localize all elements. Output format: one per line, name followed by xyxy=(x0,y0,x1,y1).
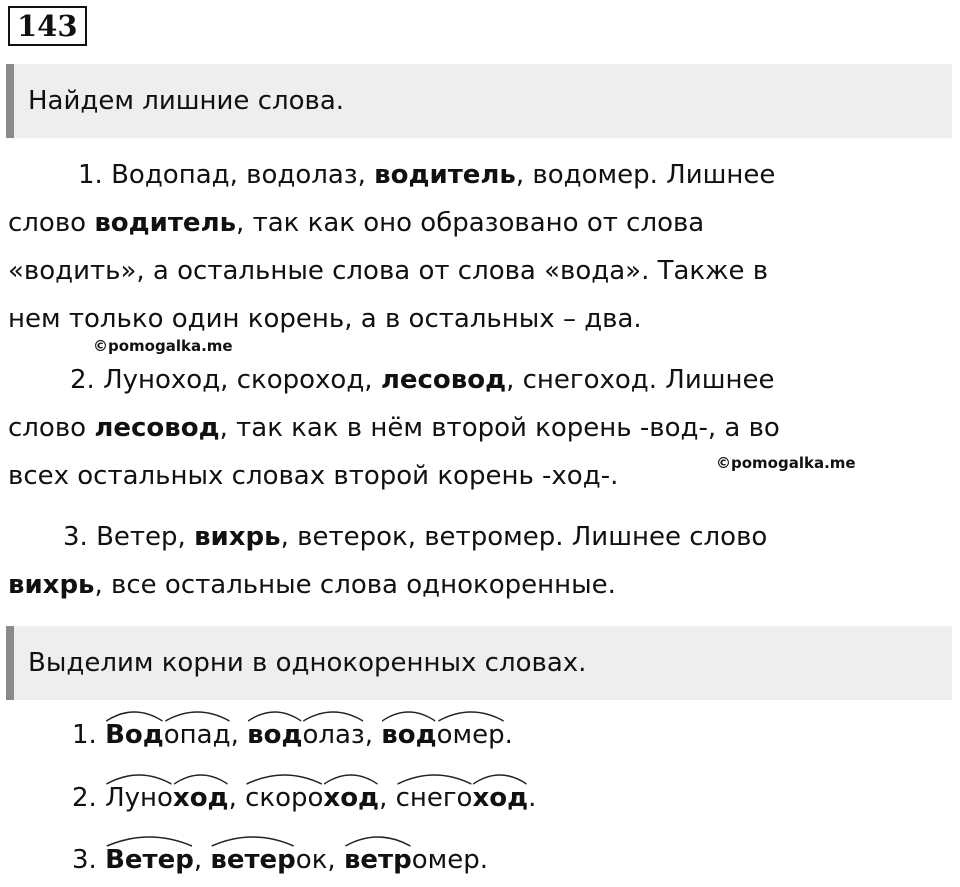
prefix-segment xyxy=(105,783,173,813)
section-heading-roots xyxy=(6,626,952,700)
suffix-segment xyxy=(437,720,505,750)
paragraph-line: нем только один корень, а в остальных – два. xyxy=(8,304,642,334)
root-arc xyxy=(437,706,505,722)
text: , так как в нём второй корень -вод-, а во xyxy=(219,413,780,443)
root-arc xyxy=(105,831,194,847)
root-row-3 xyxy=(72,845,488,875)
end-punct: . xyxy=(528,783,537,813)
root-segment xyxy=(323,783,379,813)
root-segment xyxy=(247,720,302,750)
root-text: ветр xyxy=(343,845,412,875)
separator: , xyxy=(193,845,211,875)
root-arc xyxy=(105,769,173,785)
bold-word: водитель xyxy=(94,208,237,238)
watermark: ©pomogalka.me xyxy=(716,454,856,472)
bold-word: лесовод xyxy=(380,365,507,395)
separator: , xyxy=(230,720,248,750)
pre-text: скоро xyxy=(245,783,324,813)
separator: , xyxy=(228,783,246,813)
root-arc xyxy=(105,706,164,722)
root-text: Ветер xyxy=(105,845,194,875)
paragraph-line xyxy=(8,570,616,600)
root-word xyxy=(381,720,504,750)
pre-text: Луно xyxy=(105,783,173,813)
bold-word: водитель xyxy=(374,160,516,190)
rest-text: опад xyxy=(163,720,231,750)
root-arc xyxy=(173,769,229,785)
root-segment xyxy=(344,845,412,875)
end-punct: . xyxy=(504,720,513,750)
paragraph-line xyxy=(8,413,780,443)
bold-word: лесовод xyxy=(94,413,220,443)
watermark: ©pomogalka.me xyxy=(93,337,233,355)
root-word xyxy=(245,783,379,813)
text: , ветерок, ветромер. Лишнее слово xyxy=(280,522,768,552)
prefix-segment xyxy=(396,783,473,813)
root-text: ветер xyxy=(210,845,296,875)
rest-text: омер xyxy=(411,845,480,875)
root-word xyxy=(105,783,228,813)
root-text: ход xyxy=(323,783,380,813)
separator: , xyxy=(327,845,344,875)
separator: , xyxy=(379,783,396,813)
root-word xyxy=(105,720,231,750)
text: , снегоход. Лишнее xyxy=(506,365,775,395)
section-heading-text: Выделим корни в однокоренных словах. xyxy=(28,648,587,678)
root-arc xyxy=(247,706,302,722)
text: , все остальные слова однокоренные. xyxy=(94,570,616,600)
root-word xyxy=(105,845,194,875)
root-arc xyxy=(472,769,528,785)
paragraph-line xyxy=(63,522,767,552)
root-segment xyxy=(472,783,528,813)
text: 3. Ветер, xyxy=(63,522,195,552)
prefix-segment xyxy=(245,783,323,813)
row-number: 3. xyxy=(72,845,97,875)
separator: , xyxy=(364,720,382,750)
root-segment xyxy=(105,720,164,750)
row-number: 1. xyxy=(72,720,97,750)
root-arc xyxy=(302,706,364,722)
bold-word: вихрь xyxy=(194,522,281,552)
end-punct: . xyxy=(479,845,489,875)
suffix-segment xyxy=(164,720,231,750)
paragraph-line: всех остальных словах второй корень -ход-. xyxy=(8,461,619,491)
root-segment xyxy=(210,845,295,875)
rest-text: олаз xyxy=(302,720,365,750)
text: слово xyxy=(8,208,95,238)
paragraph-line xyxy=(78,160,775,190)
root-arc xyxy=(164,706,231,722)
root-arc xyxy=(245,769,323,785)
text: слово xyxy=(8,413,95,443)
root-text: вод xyxy=(381,720,437,750)
section-heading-extra-words xyxy=(6,64,952,138)
root-arc xyxy=(323,769,379,785)
root-word xyxy=(344,845,480,875)
root-segment xyxy=(381,720,436,750)
rest-text: ок xyxy=(295,845,328,875)
root-arc xyxy=(396,769,473,785)
bold-word: вихрь xyxy=(8,570,95,600)
root-segment xyxy=(173,783,229,813)
root-text: вод xyxy=(247,720,303,750)
root-word xyxy=(396,783,529,813)
root-arc xyxy=(381,706,436,722)
text: , водомер. Лишнее xyxy=(515,160,776,190)
row-number: 2. xyxy=(72,783,97,813)
text: , так как оно образовано от слова xyxy=(236,208,705,238)
task-number: 143 xyxy=(8,6,87,46)
root-text: ход xyxy=(172,783,229,813)
paragraph-line xyxy=(70,365,775,395)
root-text: ход xyxy=(472,783,529,813)
root-word xyxy=(247,720,365,750)
paragraph-line: «водить», а остальные слова от слова «вода». Также в xyxy=(8,256,769,286)
pre-text: снего xyxy=(395,783,473,813)
root-text: Вод xyxy=(105,720,164,750)
root-row-2 xyxy=(72,783,536,813)
rest-text: омер xyxy=(436,720,505,750)
root-arc xyxy=(210,831,295,847)
paragraph-line xyxy=(8,208,704,238)
text: 1. Водопад, водолаз, xyxy=(78,160,375,190)
root-word xyxy=(210,845,327,875)
text: 2. Луноход, скороход, xyxy=(70,365,381,395)
suffix-segment xyxy=(302,720,364,750)
root-arc xyxy=(344,831,412,847)
section-heading-text: Найдем лишние слова. xyxy=(28,86,345,116)
root-row-1 xyxy=(72,720,513,750)
root-segment xyxy=(105,845,194,875)
